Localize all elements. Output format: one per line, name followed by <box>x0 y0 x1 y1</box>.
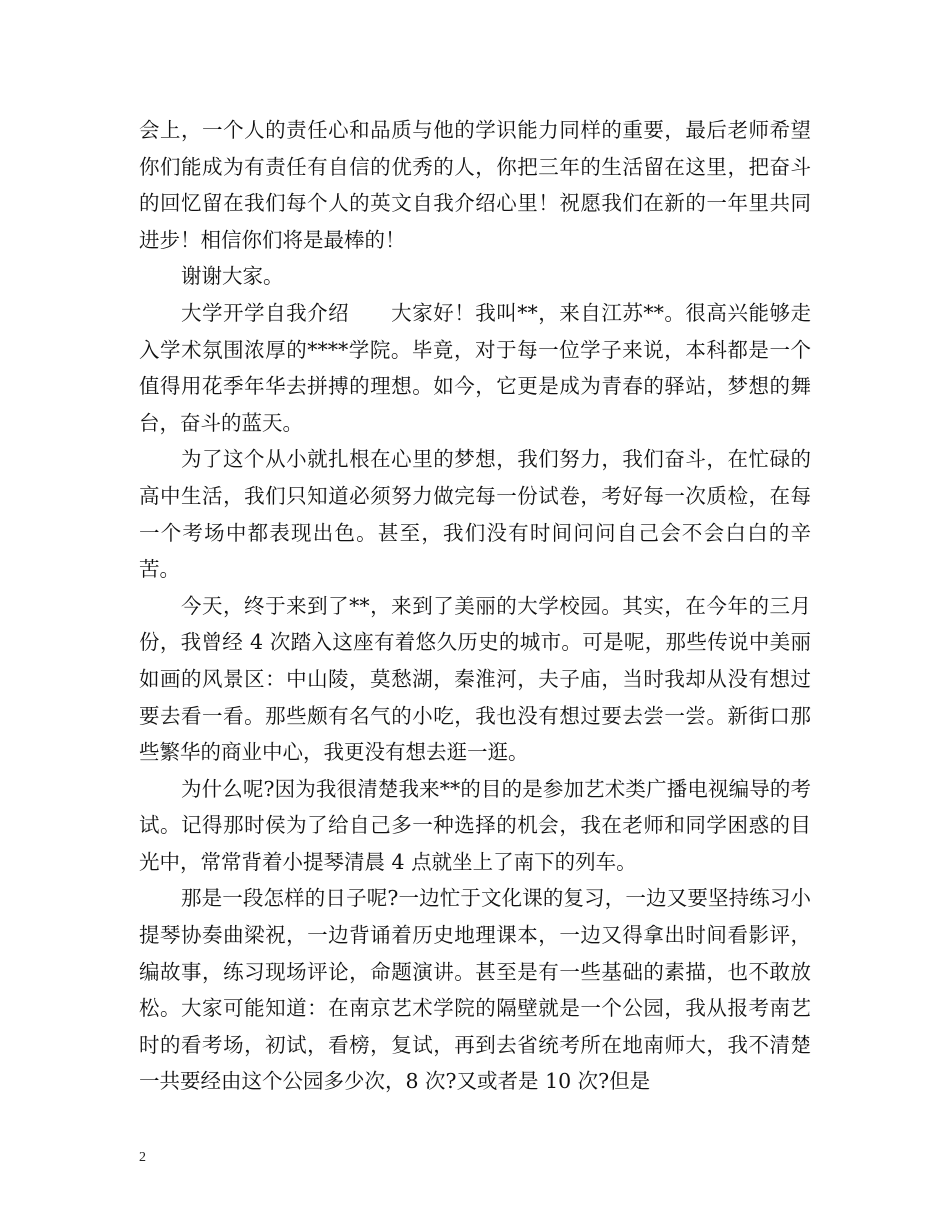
paragraph-6: 为什么呢?因为我很清楚我来**的目的是参加艺术类广播电视编导的考试。记得那时侯为了给自己多一种选择的机会，我在老师和同学困惑的目光中，常常背着小提琴清晨 4 点就坐上了南下的列车。 <box>139 776 811 874</box>
page-number: 2 <box>139 1150 146 1165</box>
paragraph-5: 今天，终于来到了**，来到了美丽的大学校园。其实，在今年的三月份，我曾经 4 次踏入这座有着悠久历史的城市。可是呢，那些传说中美丽如画的风景区：中山陵，莫愁湖，秦淮河，夫子庙，当时我却从没有想过要去看一看。那些颇有名气的小吃，我也没有想过要去尝一尝。新街口那些繁华的商业中心，我更没有想去逛一逛。 <box>139 593 811 765</box>
paragraph-7: 那是一段怎样的日子呢?一边忙于文化课的复习，一边又要坚持练习小提琴协奏曲梁祝，一边背诵着历史地理课本，一边又得拿出时间看影评，编故事，练习现场评论，命题演讲。甚至是有一些基础的素描，也不敢放松。大家可能知道：在南京艺术学院的隔壁就是一个公园，我从报考南艺时的看考场，初试，看榜，复试，再到去省统考所在地南师大，我不清楚一共要经由这个公园多少次，8 次?又或者是 10 次?但是 <box>139 886 811 1094</box>
paragraph-1: 会上，一个人的责任心和品质与他的学识能力同样的重要，最后老师希望你们能成为有责任有自信的优秀的人，你把三年的生活留在这里，把奋斗的回忆留在我们每个人的英文自我介绍心里！祝愿我们在新的一年里共同进步！相信你们将是最棒的！ <box>139 118 811 252</box>
document-body <box>139 112 811 1100</box>
paragraph-3: 大学开学自我介绍 大家好！我叫**，来自江苏**。很高兴能够走入学术氛围浓厚的****学院。毕竟，对于每一位学子来说，本科都是一个值得用花季年华去拼搏的理想。如今，它更是成为青春的驿站，梦想的舞台，奋斗的蓝天。 <box>139 300 811 435</box>
paragraph-4: 为了这个从小就扎根在心里的梦想，我们努力，我们奋斗，在忙碌的高中生活，我们只知道必须努力做完每一份试卷，考好每一次质检，在每一个考场中都表现出色。甚至，我们没有时间问问自己会不会白白的辛苦。 <box>139 447 811 582</box>
paragraph-2: 谢谢大家。 <box>181 264 284 289</box>
